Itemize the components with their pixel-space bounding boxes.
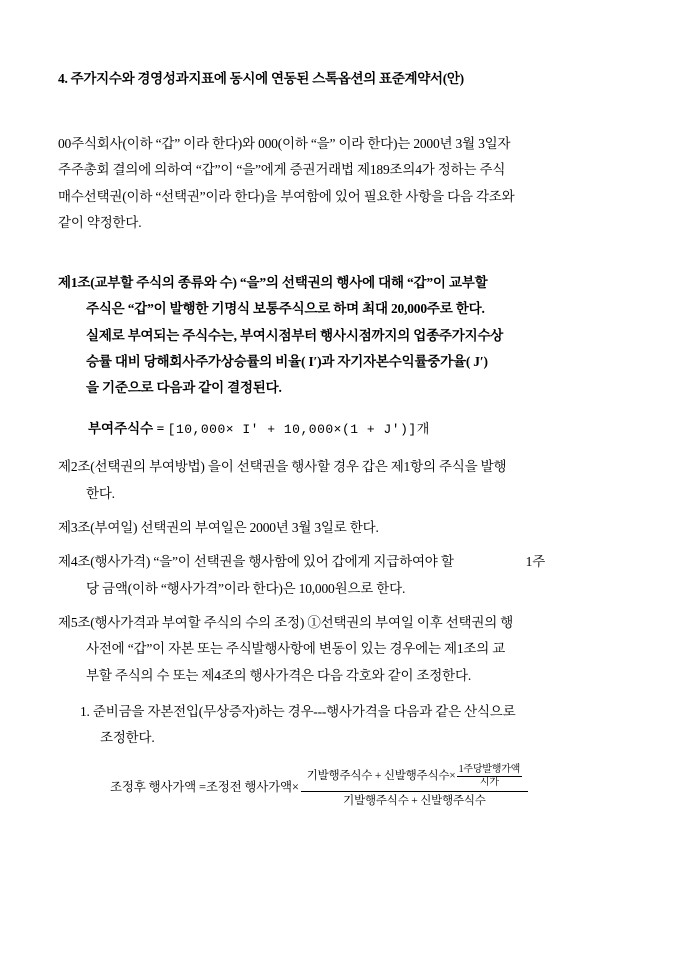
- article-4: [58, 549, 624, 602]
- inner-fraction-numerator: 1주당발행가액: [457, 764, 523, 778]
- intro-line-2: 주주총회 결의에 의하여 “갑”이 “을”에게 증권거래법 제189조의4가 정하는 주식: [58, 162, 506, 178]
- equation-denominator: 기발행주식수 + 신발행주식수: [343, 794, 486, 807]
- article-3: [58, 515, 624, 541]
- article-3-line-1: 제3조(부여일) 선택권의 부여일은 2000년 3월 3일로 한다.: [58, 520, 379, 536]
- article-5-line-2: 사전에 “갑”이 자본 또는 주식발행사항에 변동이 있는 경우에는 제1조의 교: [86, 641, 506, 657]
- inner-fraction-denominator: 시가: [479, 777, 499, 789]
- equation-numerator: [301, 764, 528, 792]
- item-1-line-2: 조정한다.: [100, 730, 155, 746]
- intro-line-4: 같이 약정한다.: [58, 214, 142, 230]
- document-body: [58, 70, 624, 809]
- intro-paragraph: [58, 131, 624, 236]
- article-2-line-1: 제2조(선택권의 부여방법) 을이 선택권을 행사할 경우 갑은 제1항의 주식을 발행: [58, 459, 507, 475]
- formula-label: 부여주식수 =: [88, 420, 165, 436]
- document-title: 4. 주가지수와 경영성과지표에 동시에 연동된 스톡옵션의 표준계약서(안): [58, 71, 464, 86]
- article-1-line-1: 제1조(교부할 주식의 종류와 수) “을”의 선택권의 행사에 대해 “갑”이 교부할: [58, 275, 488, 291]
- article-2: [58, 454, 624, 507]
- equation-label: 조정후 행사가액 =조정전 행사가액×: [110, 780, 299, 795]
- equation-fraction: [301, 764, 528, 810]
- article-1: [58, 270, 624, 402]
- article-4-line-2: 당 금액(이하 “행사가격”이라 한다)은 10,000원으로 한다.: [86, 580, 406, 596]
- equation-inner-fraction: [457, 764, 523, 790]
- article-1-line-3: 실제로 부여되는 주식수는, 부여시점부터 행사시점까지의 업종주가지수상: [86, 327, 504, 343]
- article-5-line-1: 제5조(행사가격과 부여할 주식의 수의 조정) ①선택권의 부여일 이후 선택권의 행: [58, 614, 514, 630]
- article-2-line-2: 한다.: [86, 485, 115, 501]
- equation-numerator-text: 기발행주식수 + 신발행주식수×: [306, 769, 456, 782]
- article-1-line-2: 주식은 “갑”이 발행한 기명식 보통주식으로 하며 최대 20,000주로 한다.: [86, 301, 485, 317]
- article-5: [58, 610, 624, 689]
- formula-expression: [10,000× I′ + 10,000×(1 + J′)]개: [167, 421, 430, 437]
- article-4-line-1b: 1주: [525, 554, 546, 570]
- item-1-line-1: 1. 준비금을 자본전입(무상증자)하는 경우---행사가격을 다음과 같은 산식으로: [80, 703, 516, 719]
- article-5-item-1: [58, 699, 624, 752]
- article-1-line-4: 승률 대비 당해회사주가상승률의 비율( I′)과 자기자본수익률중가율( J′): [86, 354, 488, 370]
- share-count-formula: [58, 416, 624, 443]
- intro-line-1: 00주식회사(이하 “갑” 이라 한다)와 000(이하 “을” 이라 한다)는 2000년 3월 3일자: [58, 135, 511, 151]
- article-4-line-1a: 제4조(행사가격) “을”이 선택권을 행사함에 있어 갑에게 지급하여야 할: [58, 554, 454, 570]
- article-1-line-5: 을 기준으로 다음과 같이 결정된다.: [86, 380, 282, 396]
- article-5-line-3: 부할 주식의 수 또는 제4조의 행사가격은 다음 각호와 같이 조정한다.: [86, 667, 472, 683]
- intro-line-3: 매수선택권(이하 “선택권”이라 한다)을 부여함에 있어 필요한 사항을 다음 각조와: [58, 188, 515, 204]
- adjustment-equation: [58, 764, 624, 810]
